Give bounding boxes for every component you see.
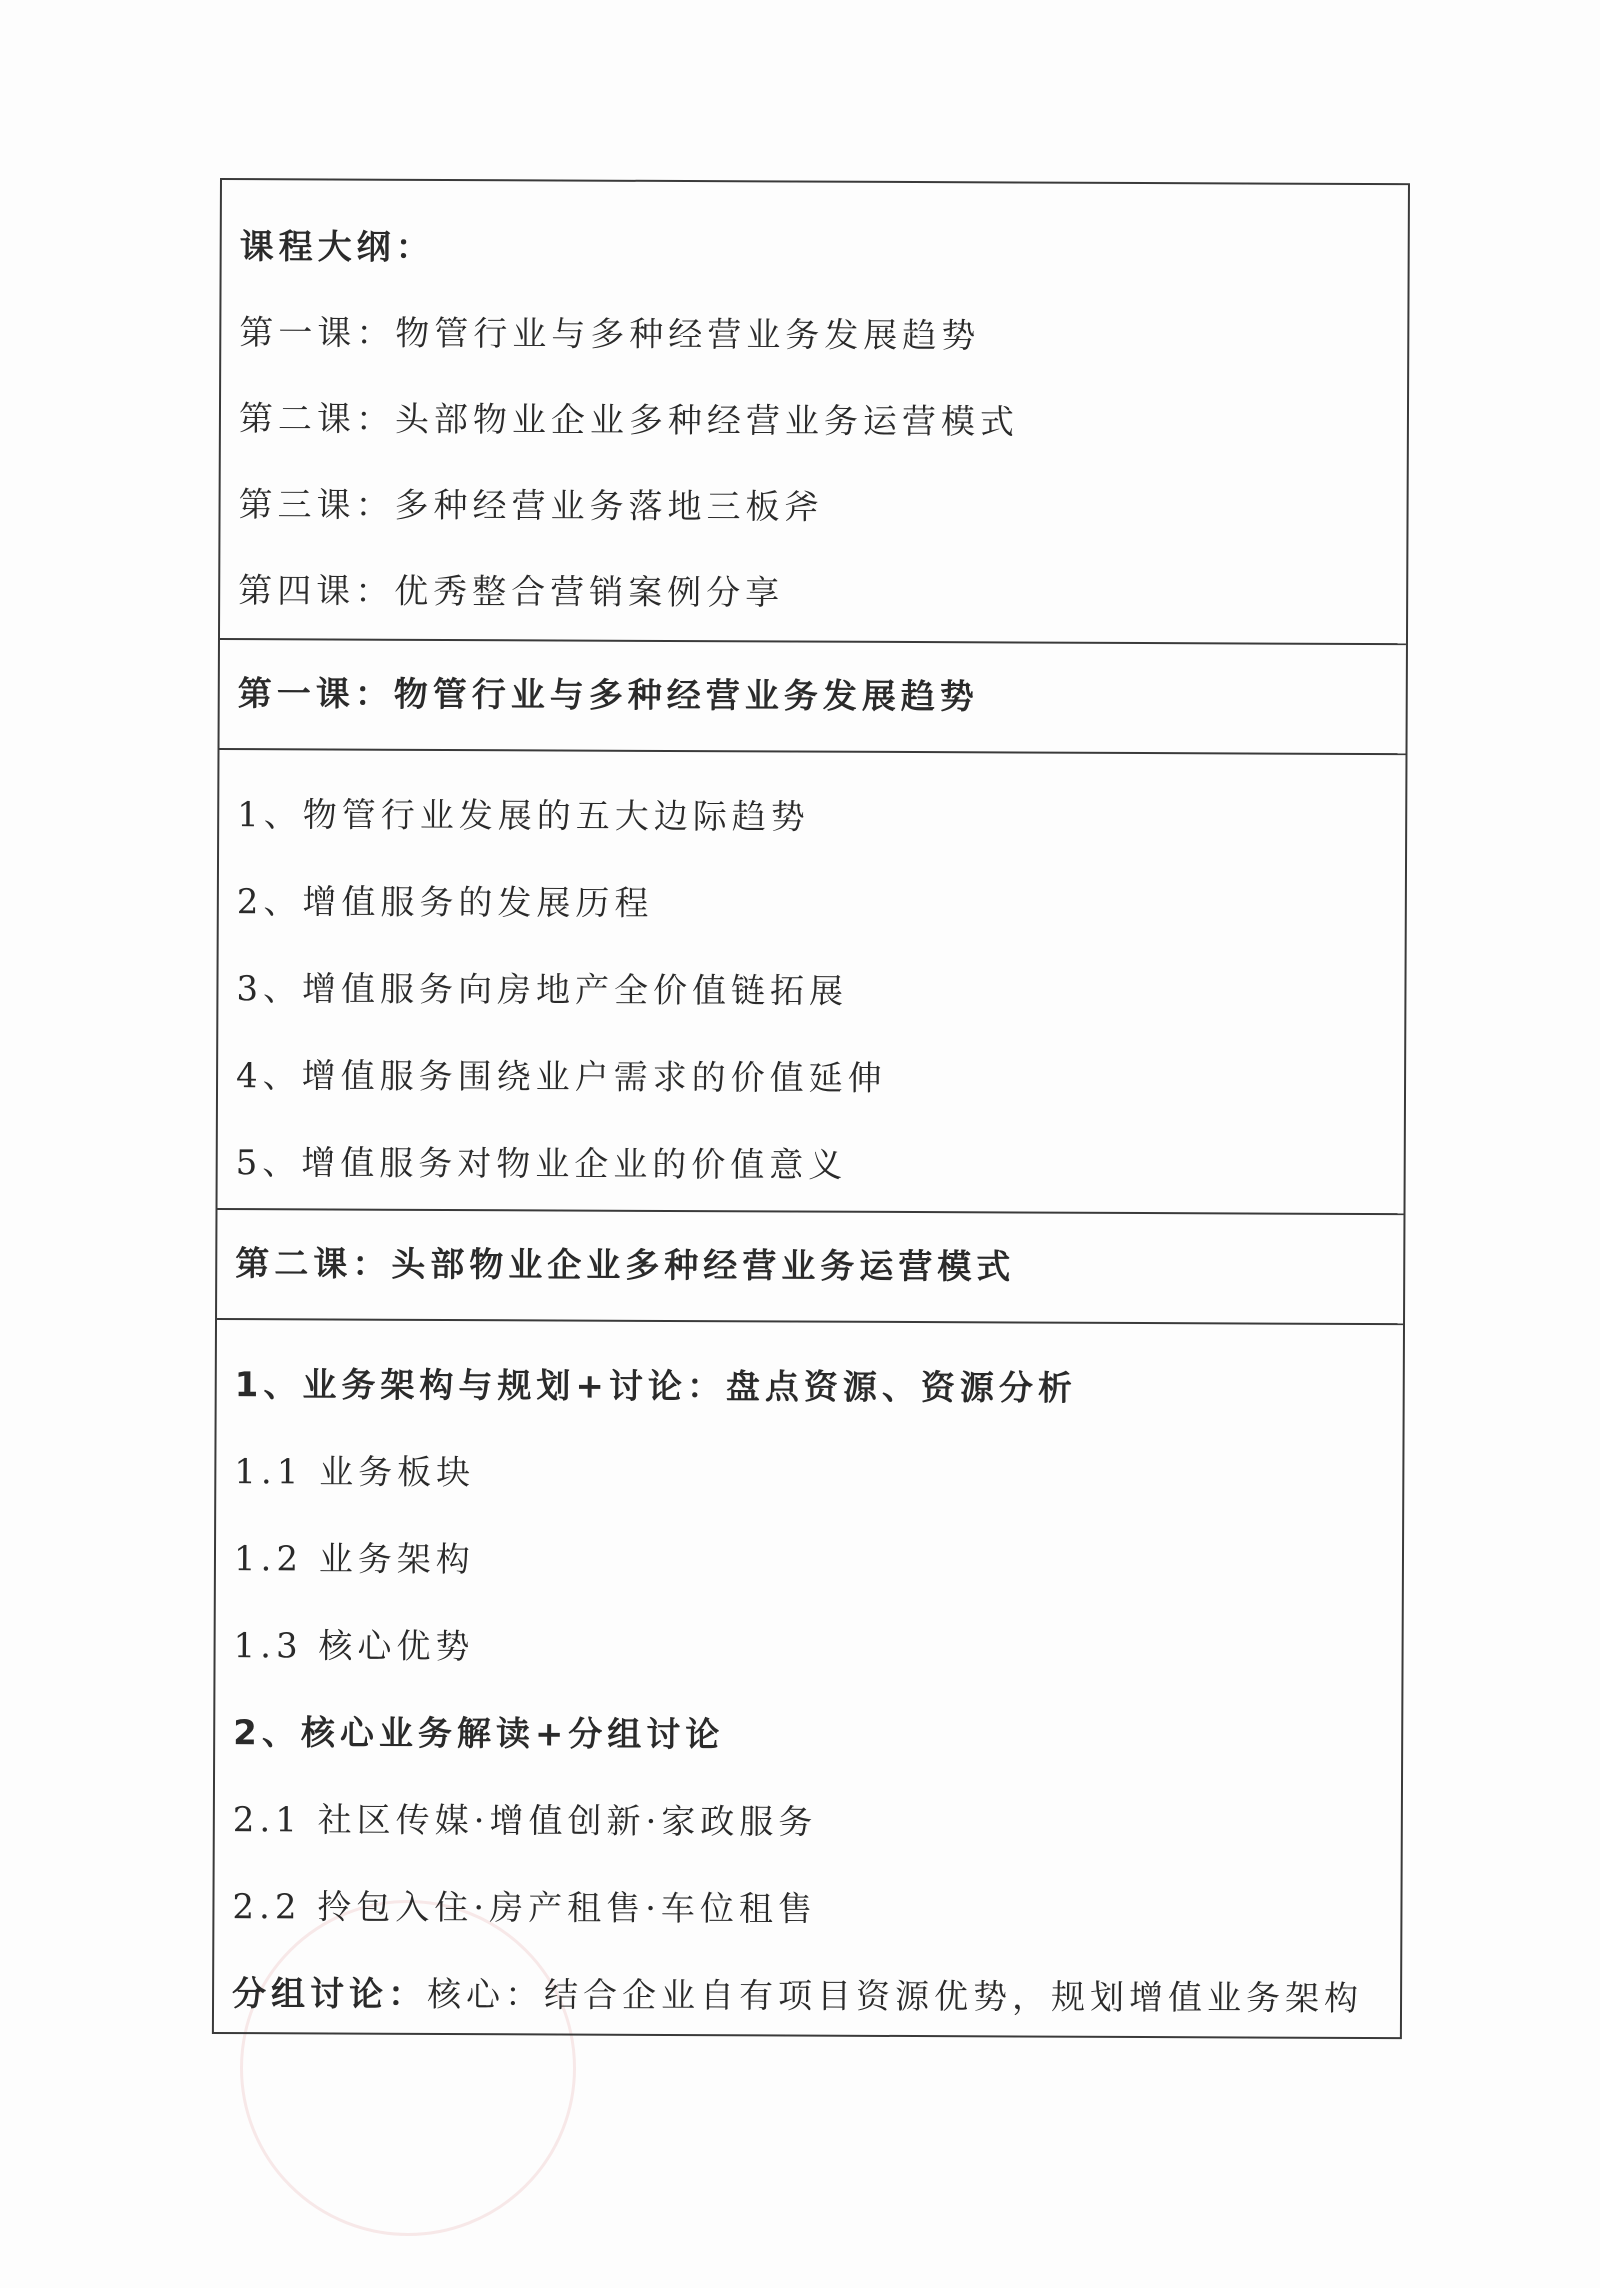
lesson2-part1-item: 1.1 业务板块	[234, 1452, 476, 1494]
lesson1-header	[220, 640, 1406, 755]
lesson1-item: 1、物管行业发展的五大边际趋势	[237, 795, 810, 838]
lesson2-part2-item: 2.1 社区传媒·增值创新·家政服务	[232, 1800, 818, 1843]
course-outline-table	[212, 178, 1410, 2039]
lesson1-item: 2、增值服务的发展历程	[236, 882, 654, 924]
lesson1-item: 3、增值服务向房地产全价值链拓展	[236, 969, 849, 1012]
outline-item: 第二课：头部物业企业多种经营业务运营模式	[238, 399, 1020, 443]
lesson2-part2-title: 2、核心业务解读+分组讨论	[233, 1713, 725, 1756]
lesson2-part1-item: 1.2 业务架构	[233, 1539, 475, 1581]
discussion-text: 核心：结合企业自有项目资源优势，规划增值业务架构	[426, 1974, 1364, 2020]
outline-item: 第一课：物管行业与多种经营业务发展趋势	[239, 313, 981, 357]
lesson2-discussion	[232, 1951, 1382, 2043]
outline-item: 第四课：优秀整合营销案例分享	[238, 571, 785, 614]
lesson1-body	[217, 750, 1405, 1215]
lesson2-part2-item: 2.2 拎包入住·房产租售·车位租售	[232, 1887, 818, 1930]
lesson2-part1-item: 1.3 核心优势	[233, 1626, 475, 1668]
discussion-label: 分组讨论：	[231, 1974, 428, 2015]
lesson2-body	[214, 1320, 1403, 2037]
lesson1-title: 第一课：物管行业与多种经营业务发展趋势	[237, 674, 979, 718]
outline-title: 课程大纲：	[239, 227, 435, 268]
lesson2-title: 第二课：头部物业企业多种经营业务运营模式	[235, 1244, 1016, 1288]
lesson2-header	[217, 1210, 1403, 1325]
lesson1-item: 4、增值服务围绕业户需求的价值延伸	[235, 1056, 887, 1099]
outline-item: 第三课：多种经营业务落地三板斧	[238, 485, 824, 528]
lesson1-item: 5、增值服务对物业企业的价值意义	[235, 1143, 848, 1186]
lesson2-part1-title: 1、业务架构与规划+讨论：盘点资源、资源分析	[234, 1365, 1077, 1409]
outline-section	[220, 180, 1408, 645]
